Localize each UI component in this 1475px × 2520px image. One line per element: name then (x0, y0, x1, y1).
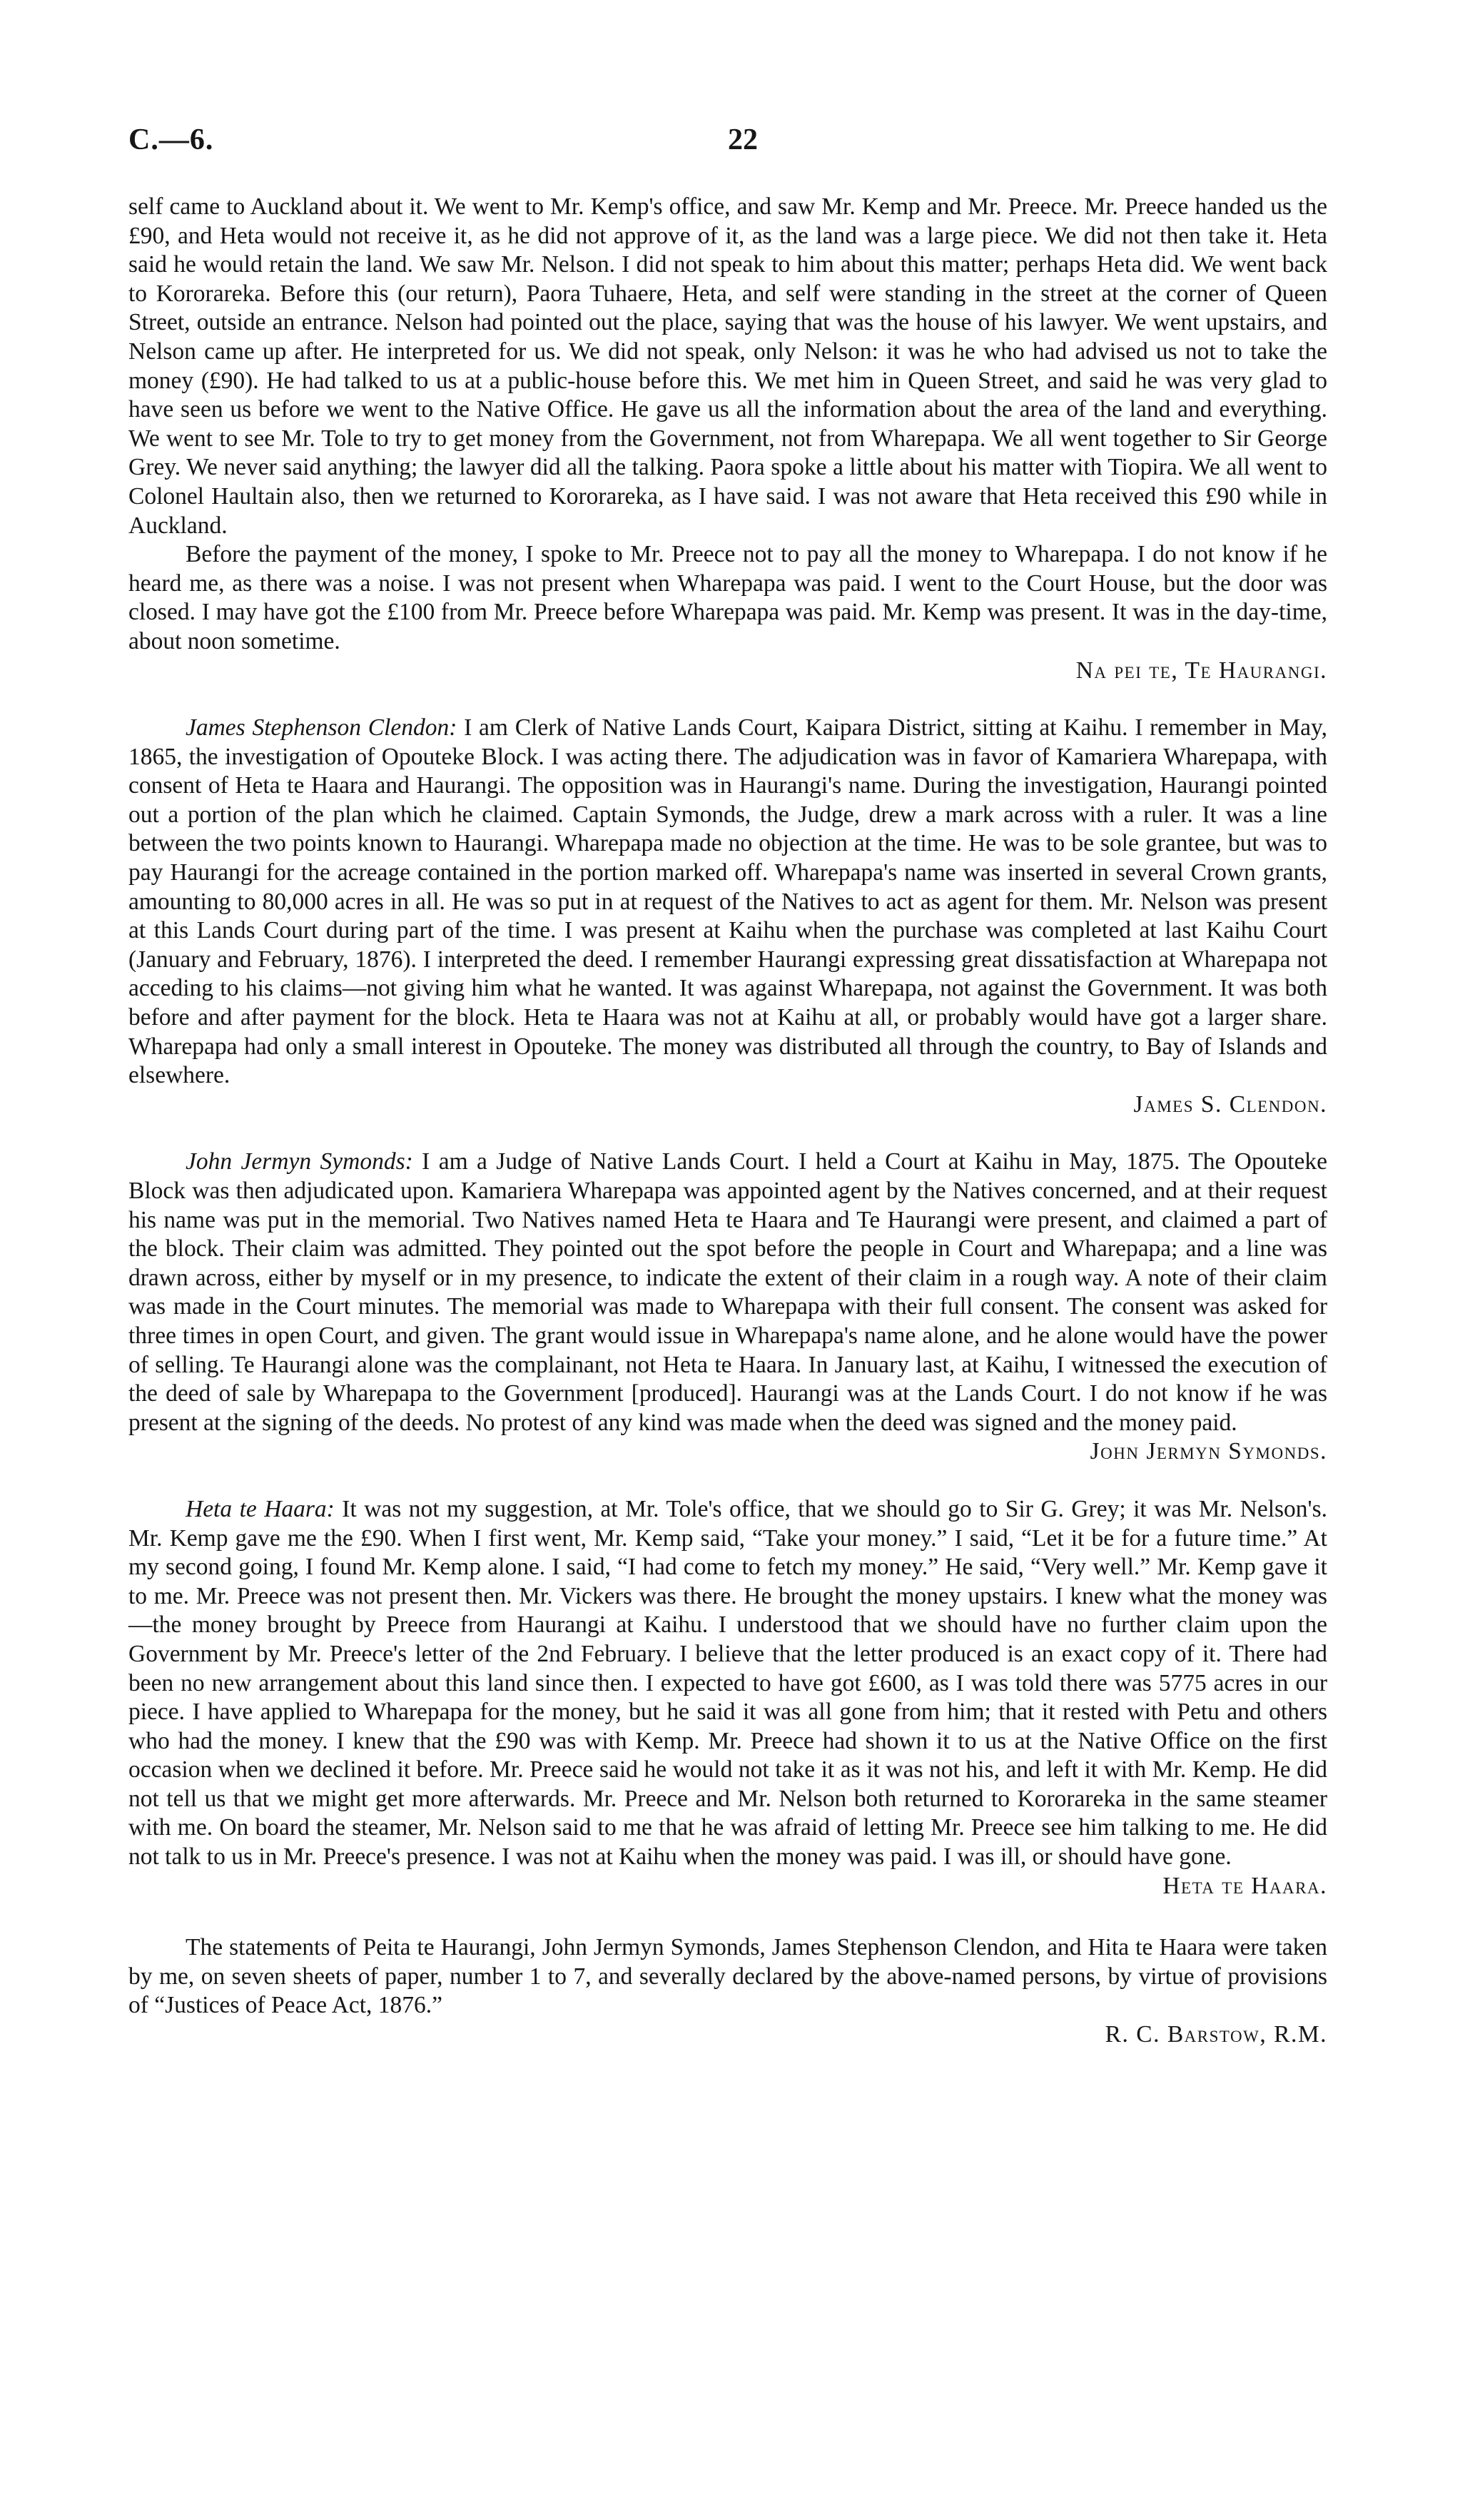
paragraph-certification: The statements of Peita te Haurangi, John Jermyn Symonds, James Stephenson Clendon, and Hita te Haara were taken by me, on seven sheets of paper, number 1 to 7, and severally declared by the above-named persons, by virtue of provisions of “Justices of Peace Act, 1876.” (128, 1934, 1327, 2019)
section-gap (128, 1901, 1327, 1933)
signature-barstow: R. C. Barstow, R.M. (1105, 2021, 1327, 2048)
statement-heta (128, 1495, 1327, 1872)
speaker-name: John Jermyn Symonds: (186, 1148, 413, 1175)
section-gap (128, 1467, 1327, 1495)
section-gap (128, 685, 1327, 714)
statement-clendon (128, 714, 1327, 1091)
section-gap (128, 1119, 1327, 1148)
signature-symonds: John Jermyn Symonds. (1090, 1438, 1327, 1465)
signature-clendon: James S. Clendon. (1133, 1091, 1327, 1118)
signature-heta: Heta te Haara. (1162, 1872, 1327, 1899)
statement-text: I am Clerk of Native Lands Court, Kaipara District, sitting at Kaihu. I remember in May, 1865, the investigation of Opouteke Block. I was acting there. The adjudication was in favor of Kamariera Wharepapa, with consent of Heta te Haara and Haurangi. The opposition was in Haurangi's name. During the investigation, Haurangi pointed out a portion of the plan which he claimed. Captain Symonds, the Judge, drew a mark across with a ruler. It was a line between the two points known to Haurangi. Wharepapa made no objection at the time. He was to be sole grantee, but was to pay Haurangi for the acreage contained in the portion marked off. Wharepapa's name was inserted in several Crown grants, amounting to 80,000 acres in all. He was so put in at request of the Natives to act as agent for them. Mr. Nelson was present at this Lands Court during part of the time. I was present at Kaihu when the purchase was completed at last Kaihu Court (January and February, 1876). I interpreted the deed. I remember Haurangi expressing great dissatisfaction at Wharepapa not acceding to his claims—not giving him what he wanted. It was against Wharepapa, not against the Government. It was both before and after payment for the block. Heta te Haara was not at Kaihu at all, or probably would have got a larger share. Wharepapa had only a small interest in Opouteke. The money was distributed all through the country, to Bay of Islands and elsewhere. (128, 714, 1327, 1089)
document-body (128, 193, 1327, 2050)
page-number: 22 (728, 123, 758, 156)
speaker-name: Heta te Haara: (186, 1495, 335, 1522)
paragraph-continuation: self came to Auckland about it. We went to Mr. Kemp's office, and saw Mr. Kemp and Mr. Preece. Mr. Preece handed us the £90, and Heta would not receive it, as he did not approve of it, as the land was a large piece. We did not then take it. Heta said he would retain the land. We saw Mr. Nelson. I did not speak to him about this matter; perhaps Heta did. We went back to Kororareka. Before this (our return), Paora Tuhaere, Heta, and self were standing in the street at the corner of Queen Street, outside an entrance. Nelson had pointed out the place, saying that was the house of his lawyer. We went upstairs, and Nelson came up after. He interpreted for us. We did not speak, only Nelson: it was he who had advised us not to take the money (£90). He had talked to us at a public-house before this. We met him in Queen Street, and said he was very glad to have seen us before we went to the Native Office. He gave us all the information about the area of the land and everything. We went to see Mr. Tole to try to get money from the Government, not from Wharepapa. We all went together to Sir George Grey. We never said anything; the lawyer did all the talking. Paora spoke a little about his matter with Tiopira. We all went to Colonel Haultain also, then we returned to Kororareka, as I have said. I was not aware that Heta received this £90 while in Auckland. (128, 193, 1327, 539)
statement-text: It was not my suggestion, at Mr. Tole's office, that we should go to Sir G. Grey; it was Mr. Nelson's. Mr. Kemp gave me the £90. When I first went, Mr. Kemp said, “Take your money.” I said, “Let it be for a future time.” At my second going, I found Mr. Kemp alone. I said, “I had come to fetch my money.” He said, “Very well.” Mr. Kemp gave it to me. Mr. Preece was not present then. Mr. Vickers was there. He brought the money upstairs. I knew what the money was—the money brought by Preece from Haurangi at Kaihu. I understood that we should have no further claim upon the Government by Mr. Preece's letter of the 2nd February. I believe that the letter produced is an exact copy of it. There had been no new arrangement about this land since then. I expected to have got £600, as I was told there was 5775 acres in our piece. I have applied to Wharepapa for the money, but he said it was all gone from him; that it rested with Petu and others who had the money. I knew that the £90 was with Kemp. Mr. Preece had shown it to us at the Native Office on the first occasion when we declined it before. Mr. Preece said he would not take it as it was not his, and left it with Mr. Kemp. He did not tell us that we might get more afterwards. Mr. Preece and Mr. Nelson both returned to Kororareka in the same steamer with me. On board the steamer, Mr. Nelson said to me that he was afraid of letting Mr. Preece see him talking to me. He did not talk to us in Mr. Preece's presence. I was not at Kaihu when the money was paid. I was ill, or should have gone. (128, 1495, 1327, 1871)
page-header (128, 123, 1327, 166)
statement-symonds (128, 1148, 1327, 1437)
paragraph-payment: Before the payment of the money, I spoke to Mr. Preece not to pay all the money to Wharepapa. I do not know if he heard me, as there was a noise. I was not present when Wharepapa was paid. I went to the Court House, but the door was closed. I may have got the £100 from Mr. Preece before Wharepapa was paid. Mr. Kemp was present. It was in the day-time, about noon sometime. (128, 541, 1327, 654)
speaker-name: James Stephenson Clendon: (186, 714, 457, 742)
signature-te-haurangi: Na pei te, Te Haurangi. (1075, 657, 1327, 684)
series-number: C.—6. (128, 123, 214, 156)
statement-text: I am a Judge of Native Lands Court. I held a Court at Kaihu in May, 1875. The Opouteke Block was then adjudicated upon. Kamariera Wharepapa was appointed agent by the Natives concerned, and at their request his name was put in the memorial. Two Natives named Heta te Haara and Te Haurangi were present, and claimed a part of the block. Their claim was admitted. They pointed out the spot before the people in Court and Wharepapa; and a line was drawn across, either by myself or in my presence, to indicate the extent of their claim in a rough way. A note of their claim was made in the Court minutes. The memorial was made to Wharepapa with their full consent. The consent was asked for three times in open Court, and given. The grant would issue in Wharepapa's name alone, and he alone would have the power of selling. Te Haurangi alone was the complainant, not Heta te Haara. In January last, at Kaihu, I witnessed the execution of the deed of sale by Wharepapa to the Government [produced]. Haurangi was at the Lands Court. I do not know if he was present at the signing of the deeds. No protest of any kind was made when the deed was signed and the money paid. (128, 1148, 1327, 1436)
